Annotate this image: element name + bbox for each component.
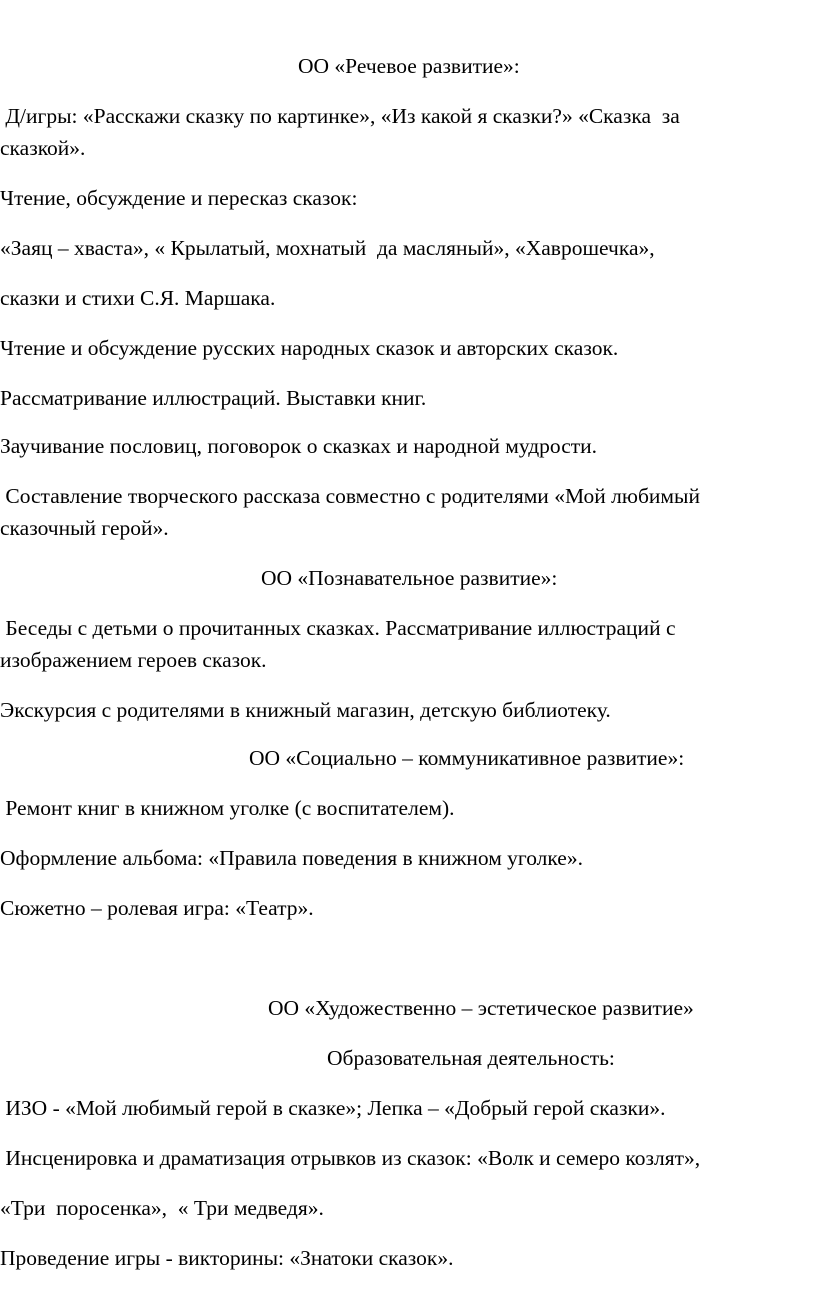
speech-proverbs: Заучивание пословиц, поговорок о сказках и народной мудрости. bbox=[0, 434, 598, 458]
cognitive-talks-line-1: Беседы с детьми о прочитанных сказках. Рассматривание иллюстраций с bbox=[0, 616, 676, 640]
speech-illustrations: Рассматривание иллюстраций. Выставки книг. bbox=[0, 386, 427, 410]
social-album: Оформление альбома: «Правила поведения в книжном уголке». bbox=[0, 846, 583, 870]
art-subheading: Образовательная деятельность: bbox=[327, 1046, 615, 1070]
speech-games-line-1: Д/игры: «Расскажи сказку по картинке», «Из какой я сказки?» «Сказка за bbox=[0, 104, 680, 128]
cognitive-talks-line-2: изображением героев сказок. bbox=[0, 648, 267, 672]
art-pigs: «Три поросенка», « Три медведя». bbox=[0, 1196, 324, 1220]
speech-story-line-1: Составление творческого рассказа совместно с родителями «Мой любимый bbox=[0, 484, 700, 508]
speech-russian-tales: Чтение и обсуждение русских народных сказок и авторских сказок. bbox=[0, 336, 619, 360]
art-heading: ОО «Художественно – эстетическое развитие» bbox=[268, 996, 694, 1020]
speech-story-line-2: сказочный герой». bbox=[0, 516, 169, 540]
speech-games-line-2: сказкой». bbox=[0, 136, 86, 160]
social-repair: Ремонт книг в книжном уголке (с воспитателем). bbox=[0, 796, 455, 820]
art-izo: ИЗО - «Мой любимый герой в сказке»; Лепка – «Добрый герой сказки». bbox=[0, 1096, 666, 1120]
speech-marshak: сказки и стихи С.Я. Маршака. bbox=[0, 286, 276, 310]
cognitive-heading: ОО «Познавательное развитие»: bbox=[261, 566, 558, 590]
speech-reading-intro: Чтение, обсуждение и пересказ сказок: bbox=[0, 186, 358, 210]
art-quiz: Проведение игры - викторины: «Знатоки сказок». bbox=[0, 1246, 454, 1270]
speech-heading: ОО «Речевое развитие»: bbox=[298, 54, 520, 78]
social-heading: ОО «Социально – коммуникативное развитие»: bbox=[249, 746, 685, 770]
cognitive-excursion: Экскурсия с родителями в книжный магазин, детскую библиотеку. bbox=[0, 698, 611, 722]
speech-tales-list: «Заяц – хваста», « Крылатый, мохнатый да масляный», «Хаврошечка», bbox=[0, 236, 655, 260]
art-staging: Инсценировка и драматизация отрывков из сказок: «Волк и семеро козлят», bbox=[0, 1146, 701, 1170]
social-roleplay: Сюжетно – ролевая игра: «Театр». bbox=[0, 896, 314, 920]
